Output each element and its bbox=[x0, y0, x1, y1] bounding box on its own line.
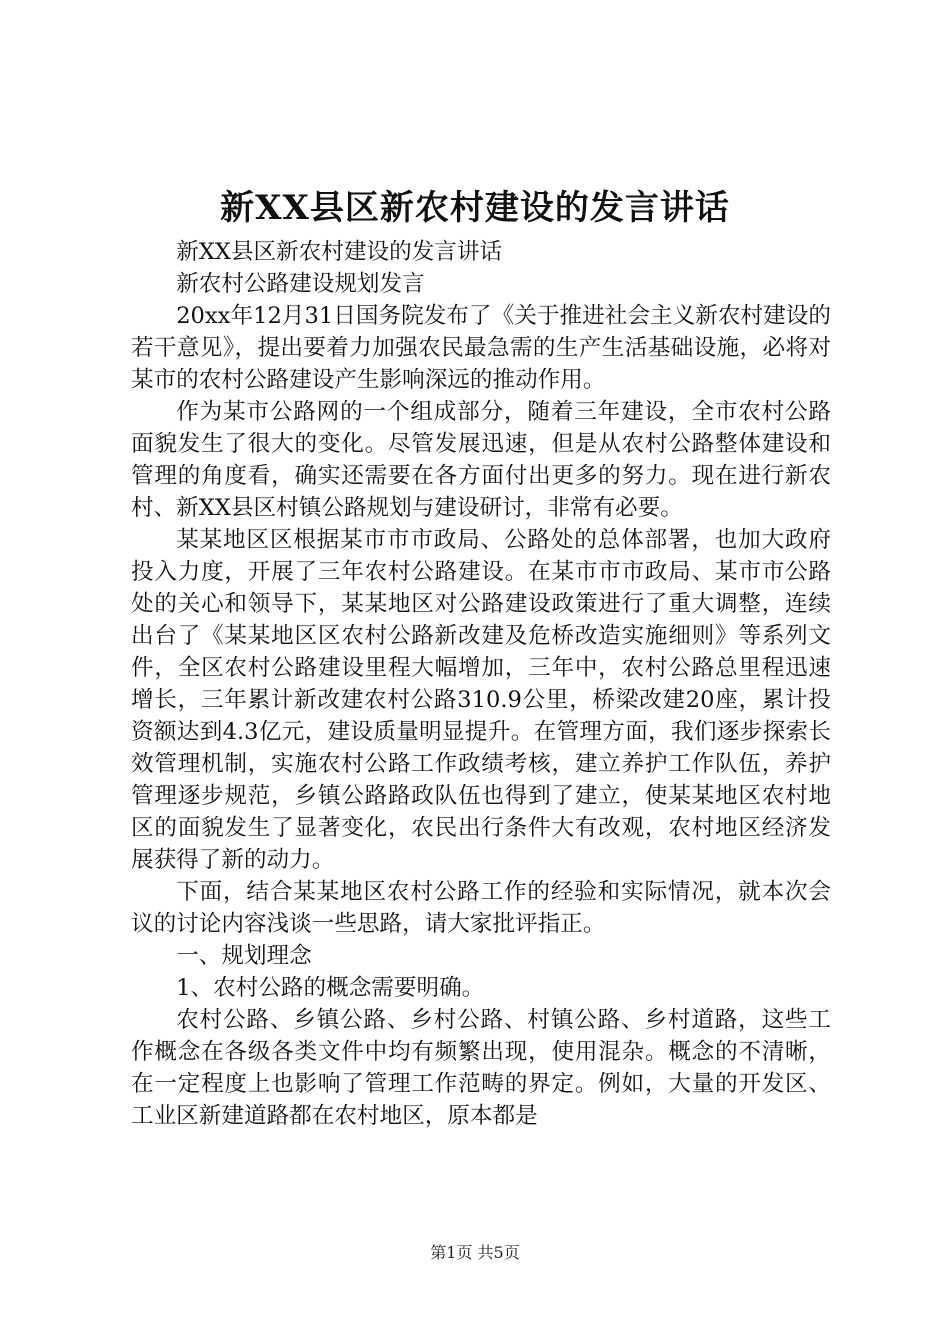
paragraph: 农村公路、乡镇公路、乡村公路、村镇公路、乡村道路，这些工作概念在各级各类文件中均有频繁出现，使用混杂。概念的不清晰，在一定程度上也影响了管理工作范畴的界定。例如，大量的开发区、工业区新建道路都在农村地区，原本都是 bbox=[131, 1007, 831, 1129]
paragraph: 下面，结合某某地区农村公路工作的经验和实际情况，就本次会议的讨论内容浅谈一些思路，请大家批评指正。 bbox=[131, 879, 831, 937]
subsection-heading: 1、农村公路的概念需要明确。 bbox=[176, 975, 485, 1001]
section-heading: 一、规划理念 bbox=[176, 943, 312, 969]
document-title: 新XX县区新农村建设的发言讲话 bbox=[220, 188, 730, 228]
paragraph: 新农村公路建设规划发言 bbox=[176, 271, 425, 297]
document-body bbox=[131, 236, 831, 1132]
paragraph: 新XX县区新农村建设的发言讲话 bbox=[176, 239, 503, 265]
page-footer: 第1页 共5页 bbox=[430, 1243, 520, 1262]
paragraph: 某某地区区根据某市市市政局、公路处的总体部署，也加大政府投入力度，开展了三年农村公路建设。在某市市市政局、某市市公路处的关心和领导下，某某地区对公路建设政策进行了重大调整，连续出台了《某某地区区农村公路新改建及危桥改造实施细则》等系列文件，全区农村公路建设里程大幅增加，三年中，农村公路总里程迅速增长，三年累计新改建农村公路310.9公里，桥梁改建20座，累计投资额达到4.3亿元，建设质量明显提升。在管理方面，我们逐步探索长效管理机制，实施农村公路工作政绩考核，建立养护工作队伍，养护管理逐步规范，乡镇公路路政队伍也得到了建立，使某某地区农村地区的面貌发生了显著变化，农民出行条件大有改观，农村地区经济发展获得了新的动力。 bbox=[131, 527, 831, 873]
paragraph: 作为某市公路网的一个组成部分，随着三年建设，全市农村公路面貌发生了很大的变化。尽管发展迅速，但是从农村公路整体建设和管理的角度看，确实还需要在各方面付出更多的努力。现在进行新农村、新XX县区村镇公路规划与建设研讨，非常有必要。 bbox=[131, 399, 831, 521]
paragraph: 20xx年12月31日国务院发布了《关于推进社会主义新农村建设的若干意见》，提出要着力加强农民最急需的生产生活基础设施，必将对某市的农村公路建设产生影响深远的推动作用。 bbox=[131, 303, 831, 393]
